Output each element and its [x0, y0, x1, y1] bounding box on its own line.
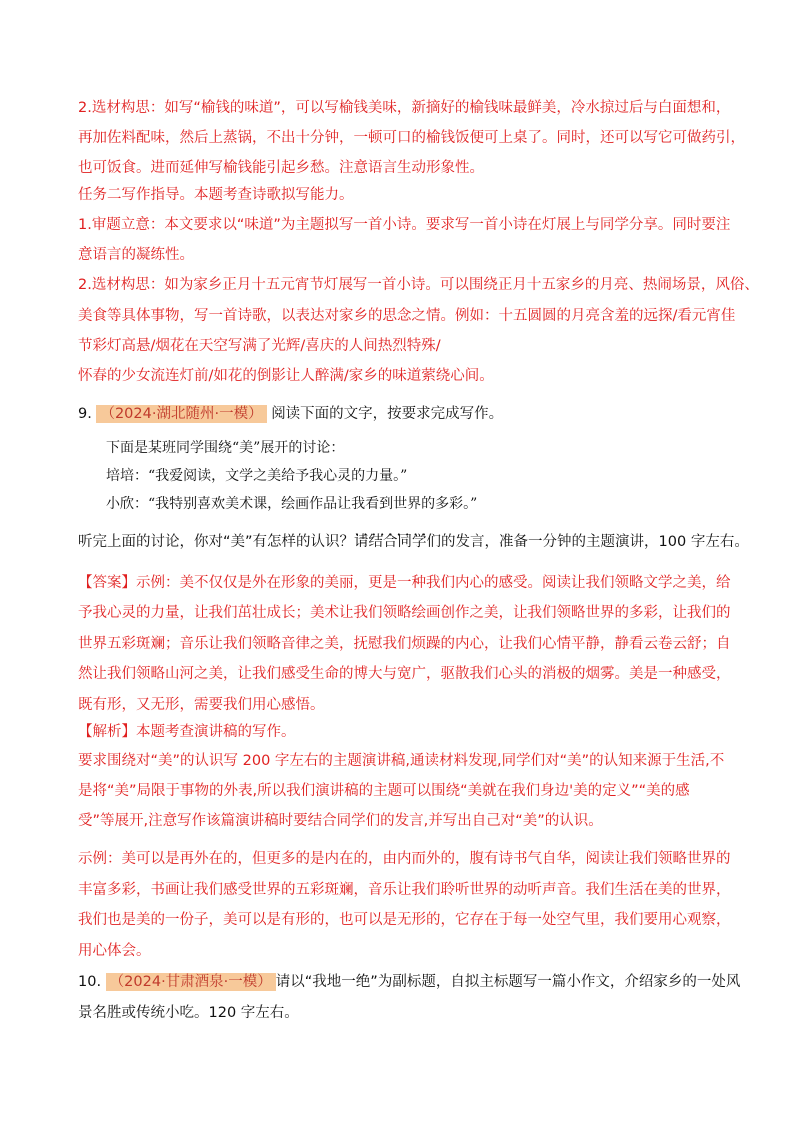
text-line: 怀春的少女流连灯前/如花的倒影让人醉满/家乡的味道萦绕心间。: [78, 368, 494, 384]
text-line: 2.选材构思：如写“榆钱的味道”，可以写榆钱美味，新摘好的榆钱味最鲜美，冷水掠过后与白面想和，: [78, 100, 731, 116]
material-line: 培培：“我爱阅读，文学之美给予我心灵的力量。”: [106, 468, 408, 484]
answer-line: 【答案】示例：美不仅仅是外在形象的美丽，更是一种我们内心的感受。阅读让我们领略文学之美，给: [78, 575, 731, 591]
question-9-task: [78, 532, 749, 552]
analysis-line: 示例：美可以是再外在的，但更多的是内在的，由内而外的，腹有诗书气自华，阅读让我们领略世界的: [78, 851, 731, 867]
text-line: 1.审题立意：本文要求以“味道”为主题拟写一首小诗。要求写一首小诗在灯展上与同学分享。同时要注: [78, 217, 731, 233]
text-line: 2.选材构思：如为家乡正月十五元宵节灯展写一首小诗。可以围绕正月十五家乡的月亮、热闹场景，风俗、: [78, 277, 759, 293]
question-prompt: 阅读下面的文字，按要求完成写作。: [271, 406, 504, 422]
question-number: 9.: [78, 406, 92, 422]
text-line: 任务二写作指导。本题考查诗歌拟写能力。: [78, 187, 354, 203]
emphasized-text: 请结合同学们的发言 • • •: [354, 534, 485, 550]
answer-line: 既有形，又无形，需要我们用心感悟。: [78, 697, 325, 713]
answer-line: 予我心灵的力量，让我们茁壮成长；美术让我们领略绘画创作之美，让我们领略世界的多彩，让我们的: [78, 605, 731, 621]
text-line: 节彩灯高悬/烟花在天空写满了光辉/喜庆的人间热烈特殊/: [78, 338, 441, 354]
material-line: 小欣：“我特别喜欢美术课，绘画作品让我看到世界的多彩。”: [106, 496, 478, 512]
answer-line: 然让我们领略山河之美，让我们感受生命的博大与宽广，驱散我们心头的消极的烟雾。美是一种感受，: [78, 666, 731, 682]
text-line: 再加佐料配味，然后上蒸锅，不出十分钟，一顿可口的榆钱饭便可上桌了。同时，还可以写它可做药引，: [78, 130, 745, 146]
question-prompt: 请以“我地一绝”为副标题，自拟主标题写一篇小作文，介绍家乡的一处风: [275, 974, 741, 990]
analysis-label: 【解析】: [78, 724, 136, 740]
analysis-line: 【解析】本题考查演讲稿的写作。: [78, 724, 296, 740]
text-line: 也可饭食。进而延伸写榆钱能引起乡愁。注意语言生动形象性。: [78, 160, 484, 176]
analysis-line: 丰富多彩，书画让我们感受世界的五彩斑斓，音乐让我们聆听世界的动听声音。我们生活在美的世界，: [78, 882, 731, 898]
answer-label: 【答案】: [78, 575, 136, 591]
task-text: 听完上面的讨论，你对“美”有怎样的认识？: [78, 534, 355, 550]
analysis-line: 受”等展开,注意写作该篇演讲稿时要结合同学们的发言,并写出自己对“美”的认识。: [78, 813, 603, 829]
text-line: 美食等具体事物，写一首诗歌，以表达对家乡的思念之情。例如：十五圆圆的月亮含羞的远探/看元宵佳: [78, 308, 736, 324]
question-10-line: 景名胜或传统小吃。120 字左右。: [78, 1005, 299, 1021]
analysis-line: 是将“美”局限于事物的外表,所以我们演讲稿的主题可以围绕“美就在我们身边'美的定义”“美的感: [78, 783, 690, 799]
analysis-line: 我们也是美的一份子，美可以是有形的，也可以是无形的，它存在于每一处空气里，我们要用心观察，: [78, 912, 731, 928]
answer-line: 世界五彩斑斓；音乐让我们领略音律之美，抚慰我们烦躁的内心，让我们心情平静，静看云卷云舒；自: [78, 636, 731, 652]
text-line: 意语言的凝练性。: [78, 247, 194, 263]
question-10-header: [78, 972, 740, 992]
question-source-tag: （2024·湖北随州·一模）: [96, 405, 266, 423]
material-line: 下面是某班同学围绕“美”展开的讨论：: [106, 440, 345, 456]
question-source-tag: （2024·甘肃酒泉·一模）: [106, 973, 276, 991]
question-9-header: [78, 404, 503, 424]
analysis-line: 用心体会。: [78, 943, 151, 959]
question-number: 10.: [78, 974, 102, 990]
task-text: ，准备一分钟的主题演讲，100 字左右。: [484, 534, 749, 550]
analysis-line: 要求围绕对“美”的认识写 200 字左右的主题演讲稿,通读材料发现,同学们对“美”的认知来源于生活,不: [78, 753, 725, 769]
